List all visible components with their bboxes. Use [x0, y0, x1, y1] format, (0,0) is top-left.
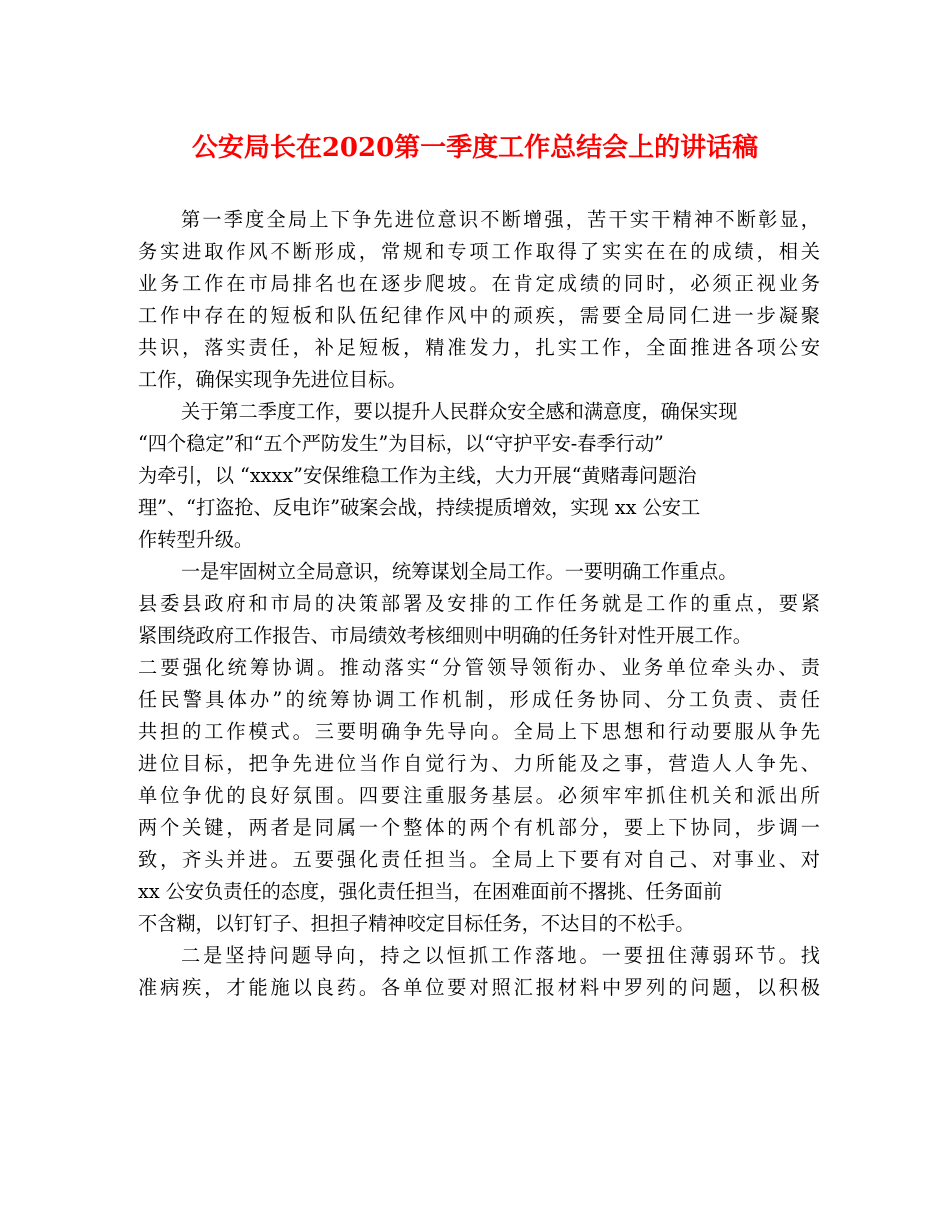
document-body [138, 204, 820, 1004]
text-line: 单位争优的良好氛围。四要注重服务基层。必须牢牢抓住机关和派出所 [138, 784, 820, 807]
text-line: 理”、“打盗抢、反电诈”破案会战，持续提质增效，实现 xx 公安工 [138, 496, 701, 519]
text-line: 业务工作在市局排名也在逐步爬坡。在肯定成绩的同时，必须正视业务 [138, 272, 820, 295]
text-line: 县委县政府和市局的决策部署及安排的工作任务就是工作的重点，要紧 [138, 592, 820, 615]
text-line: 致，齐头并进。五要强化责任担当。全局上下要有对自己、对事业、对 [138, 848, 820, 871]
text-line: 关于第二季度工作，要以提升人民群众安全感和满意度，确保实现 [181, 400, 738, 423]
text-line: 共担的工作模式。三要明确争先导向。全局上下思想和行动要服从争先 [138, 720, 820, 743]
text-line: 二要强化统筹协调。推动落实“分管领导领衔办、业务单位牵头办、责 [138, 656, 820, 679]
text-line: 一是牢固树立全局意识，统筹谋划全局工作。一要明确工作重点。 [181, 560, 738, 583]
text-line: 为牵引，以 “xxxx”安保维稳工作为主线，大力开展“黄赌毒问题治 [138, 464, 697, 487]
text-line: 进位目标，把争先进位当作自觉行为、力所能及之事，营造人人争先、 [138, 752, 820, 775]
text-line: xx 公安负责任的态度，强化责任担当，在困难面前不撂挑、任务面前 [138, 880, 723, 903]
text-line: 务实进取作风不断形成，常规和专项工作取得了实实在在的成绩，相关 [138, 240, 820, 263]
text-line: 工作，确保实现争先进位目标。 [138, 368, 407, 391]
text-line: 准病疾，才能施以良药。各单位要对照汇报材料中罗列的问题，以积极 [138, 976, 820, 999]
text-line: 二是坚持问题导向，持之以恒抓工作落地。一要扭住薄弱环节。找 [181, 944, 820, 967]
document-title: 公安局长在2020第一季度工作总结会上的讲话稿 [191, 133, 759, 163]
text-line: 不含糊，以钉钉子、担担子精神咬定目标任务，不达目的不松手。 [138, 912, 695, 935]
text-line: 作转型升级。 [138, 528, 254, 551]
text-line: 工作中存在的短板和队伍纪律作风中的顽疾，需要全局同仁进一步凝聚 [138, 304, 820, 327]
text-line: 紧围绕政府工作报告、市局绩效考核细则中明确的任务针对性开展工作。 [138, 624, 752, 647]
text-line: 第一季度全局上下争先进位意识不断增强，苦干实干精神不断彰显， [181, 208, 820, 231]
text-line: 任民警具体办”的统筹协调工作机制，形成任务协同、分工负责、责任 [138, 688, 820, 711]
text-line: “四个稳定”和“五个严防发生”为目标，以“守护平安-春季行动” [138, 432, 664, 455]
text-line: 两个关键，两者是同属一个整体的两个有机部分，要上下协同，步调一 [138, 816, 820, 839]
text-line: 共识，落实责任，补足短板，精准发力，扎实工作，全面推进各项公安 [138, 336, 820, 359]
